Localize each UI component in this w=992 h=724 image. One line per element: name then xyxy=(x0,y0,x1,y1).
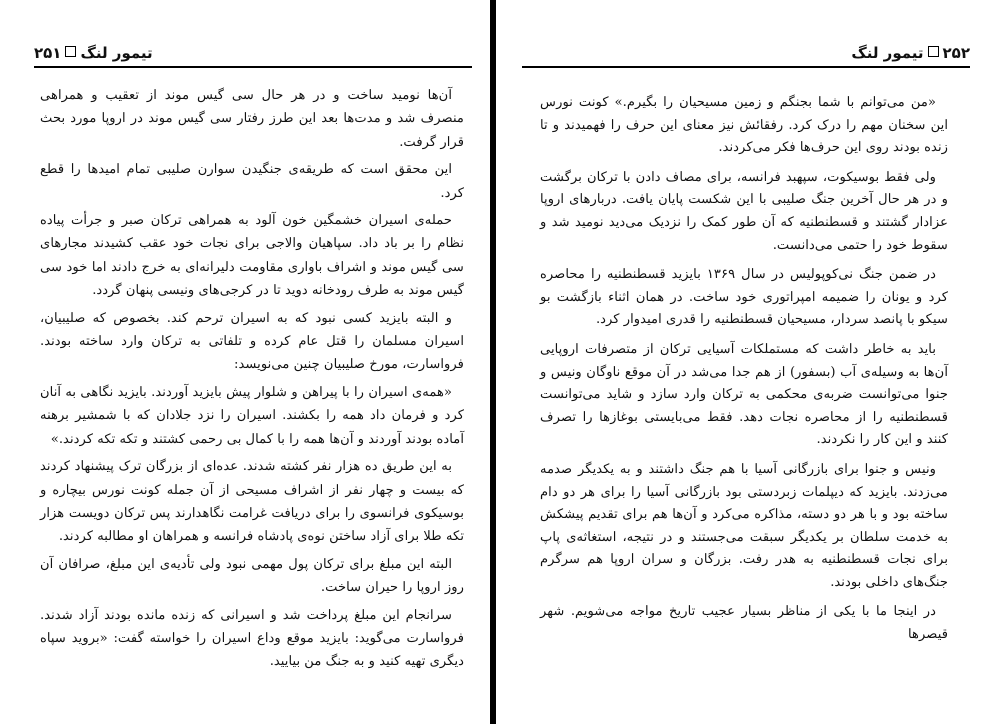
left-running-head xyxy=(34,44,153,62)
right-paragraph: ولی فقط بوسیکوت، سپهبد فرانسه، برای مصاف دادن با ترکان برگشت و در هر حال آخرین جنگ صلیبی با این شکست پایان یافت. دربارهای اروپا عزادار گشتند و قسطنطنیه که آن طور کمک را نزدیک می‌دید نومید شد و سقوط خود را حتمی می‌دانست. xyxy=(540,169,948,253)
right-running-head-title: تیمور لنگ xyxy=(851,44,924,62)
right-running-head xyxy=(851,44,970,62)
right-page xyxy=(496,0,992,724)
left-paragraph: البته این مبلغ برای ترکان پول مهمی نبود ولی تأدیه‌ی این مبلغ، صرافان آن روز اروپا را حیران ساخت. xyxy=(40,556,464,596)
right-page-body xyxy=(540,92,948,654)
right-paragraph: ونیس و جنوا برای بازرگانی آسیا با هم جنگ داشتند و به یکدیگر صدمه می‌زدند. بایزید که دیپلمات زبردستی بود بازرگانی آسیا را برای هر دو دام ساخته بود و با هر دو دسته، مذاکره می‌کرد و آن‌ها هم برای تقدیم پیشکش به خدمت سلطان بر یکدیگر سبقت می‌جستند و در نتیجه، استغاثه‌ی پاپ برای نجات قسطنطنیه به هدر رفت. بزرگان و سران اروپا هم سرگرم جنگ‌های داخلی بودند. xyxy=(540,461,948,590)
left-page-header xyxy=(34,40,472,70)
left-paragraph: این محقق است که طریقه‌ی جنگیدن سوارن صلیبی تمام امیدها را قطع کرد. xyxy=(40,162,464,201)
left-paragraph: به این طریق ده هزار نفر کشته شدند. عده‌ای از بزرگان ترک پیشنهاد کردند که بیست و چهار نفر از اشراف مسیحی از آن جمله کونت نورس بیچاره و بوسیکوی فرانسوی را برای دریافت غرامت نگاهدارند پس ترکان دویست هزار تکه طلا برای آزاد ساختن نوه‌ی پادشاه فرانسه و همراهان او مطالبه کردند. xyxy=(40,459,464,545)
right-paragraph: «من می‌توانم با شما بجنگم و زمین مسیحیان را بگیرم.» کونت نورس این سخنان مهم را درک کرد. رفقائش نیز معنای این حرف را فهمیدند و تا زنده بودند روی این حرف‌ها فکر می‌کردند. xyxy=(540,95,948,156)
left-paragraph: آن‌ها نومید ساخت و در هر حال سی گیس موند از تعقیب و همراهی منصرف شد و مدت‌ها بعد این طرز رفتار سی گیس موند در اروپا مورد بحث قرار گرفت. xyxy=(40,88,464,150)
square-ornament-icon xyxy=(928,46,939,57)
left-paragraph: و البته بایزید کسی نبود که به اسیران ترحم کند. بخصوص که صلیبیان، اسیران مسلمان را قتل عام کرده و تلفاتی به ترکان وارد ساخته بودند. فرواسارت، مورخ صلیبیان چنین می‌نویسد: xyxy=(40,310,464,373)
left-paragraph: سرانجام این مبلغ پرداخت شد و اسیرانی که زنده مانده بودند آزاد شدند. فرواسارت می‌گوید: بایزید موقع وداع اسیران را خواسته گفت: «بروید سپاه دیگری تهیه کنید و به جنگ من بیایید. xyxy=(40,607,464,670)
right-page-header xyxy=(522,40,970,70)
right-paragraph: باید به خاطر داشت که مستملکات آسیایی ترکان از متصرفات اروپایی آن‌ها به وسیله‌ی آب (بسفور) از هم جدا می‌شد در آن موقع ناوگان ونیس و جنوا می‌توانست ضربه‌ی محکمی به ترکان وارد سازد و شاید می‌توانست قسطنطنیه را از محاصره نجات دهد. فقط می‌بایستی بوغازها را تصرف کنند و این کار را نکردند. xyxy=(540,341,948,448)
right-page-number: ۲۵۲ xyxy=(942,44,970,62)
left-page-number: ۲۵۱ xyxy=(34,44,62,62)
left-header-rule xyxy=(34,66,472,68)
square-ornament-icon xyxy=(65,46,76,57)
left-page-body xyxy=(40,84,464,678)
right-paragraph: در ضمن جنگ نی‌کوپولیس در سال ۱۳۶۹ بایزید قسطنطنیه را محاصره کرد و یونان را ضمیمه امپراتوری خود ساخت. در همان اثناء بازگشت بو سیکو با پانصد سردار، مسیحیان قسطنطنیه را قدری امیدوار کرد. xyxy=(540,267,948,328)
left-paragraph: حمله‌ی اسیران خشمگین خون آلود به همراهی ترکان صبر و جرأت پیاده نظام را بر باد داد. سپاهیان والاجی برای نجات خود عقب کشیدند مجارهای سی گیس موند و اشراف باواری مقاومت دلیرانه‌ای به خرج دادند اما خود سی گیس موند به طرف رودخانه دوید تا در کرجی‌های ونیسی پنهان گردد. xyxy=(40,213,464,299)
left-running-head-title: تیمور لنگ xyxy=(80,44,153,62)
left-page xyxy=(0,0,490,724)
left-paragraph: «همه‌ی اسیران را با پیراهن و شلوار پیش بایزید آوردند. بایزید نگاهی به آنان کرد و فرمان داد همه را بکشند. اسیران را نزد جلادان که با شمشیر برهنه آماده بودند آوردند و آن‌ها همه را با کمال بی رحمی کشتند و تکه تکه کردند.» xyxy=(40,384,464,447)
right-paragraph: در اینجا ما با یکی از مناظر بسیار عجیب تاریخ مواجه می‌شویم. شهر قیصرها xyxy=(540,604,948,643)
right-header-rule xyxy=(522,66,970,68)
